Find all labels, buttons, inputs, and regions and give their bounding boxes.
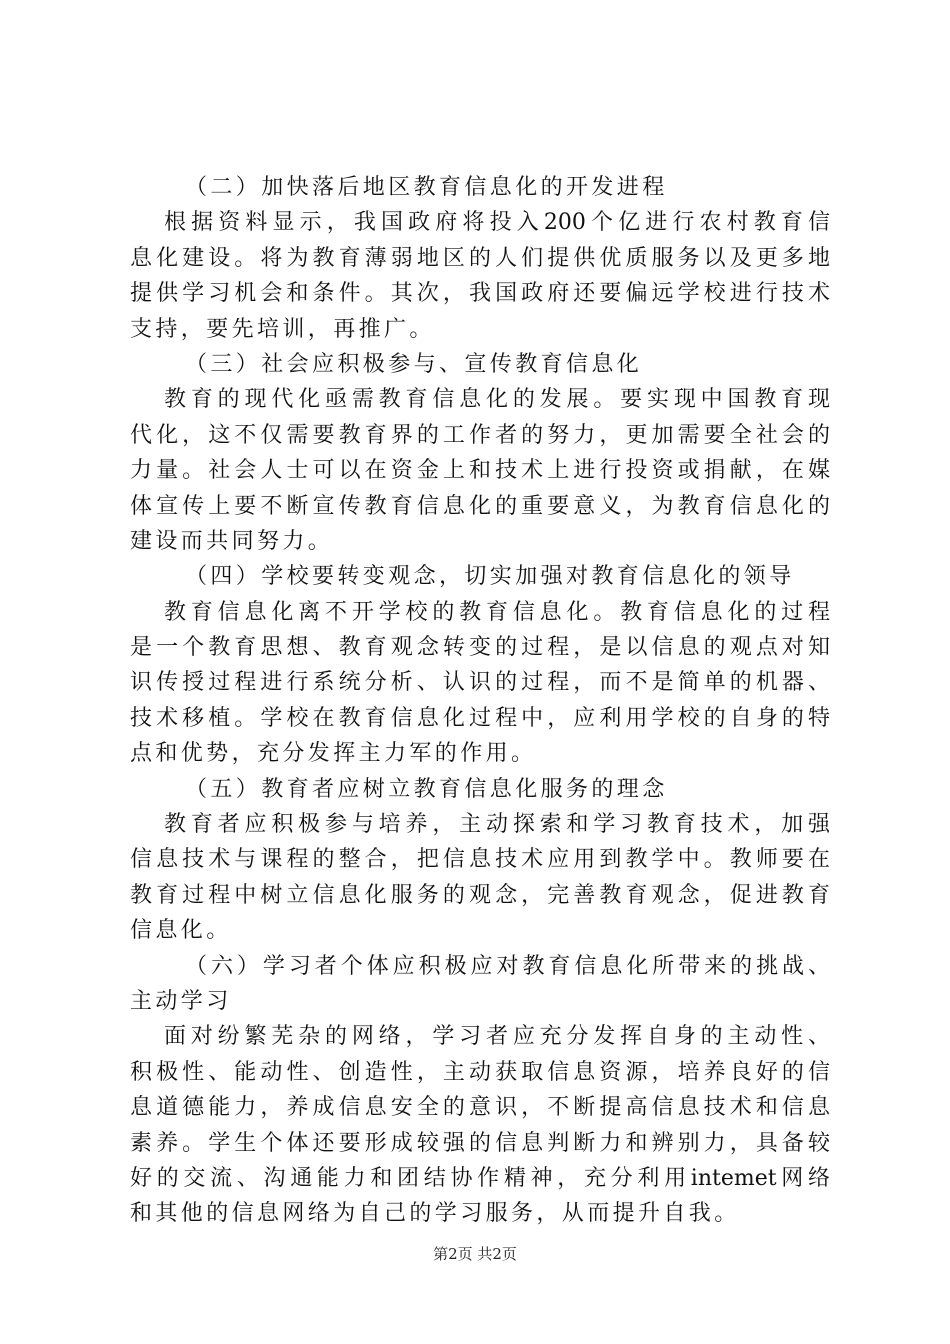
document-body <box>130 170 830 1232</box>
paragraph-line: 体宣传上要不断宣传教育信息化的重要意义，为教育信息化的 <box>130 493 830 519</box>
paragraph-line: 主动学习 <box>130 988 232 1014</box>
paragraph-line: 力量。社会人士可以在资金上和技术上进行投资或捐献，在媒 <box>130 458 830 484</box>
paragraph-line: 建设而共同努力。 <box>130 528 334 554</box>
paragraph-line: 支持，要先培训，再推广。 <box>130 316 435 342</box>
paragraph-line: 和其他的信息网络为自己的学习服务，从而提升自我。 <box>130 1201 740 1227</box>
section-heading-line: （六）学习者个体应积极应对教育信息化所带来的挑战、 <box>185 953 830 979</box>
paragraph-line: 是一个教育思想、教育观念转变的过程，是以信息的观点对知 <box>130 635 830 661</box>
paragraph-line: 息道德能力，养成信息安全的意识，不断提高信息技术和信息 <box>130 1095 830 1121</box>
paragraph-line: 点和优势，充分发挥主力军的作用。 <box>130 741 537 767</box>
section-heading-line: （五）教育者应树立教育信息化服务的理念 <box>185 776 668 802</box>
paragraph-line: 提供学习机会和条件。其次，我国政府还要偏远学校进行技术 <box>130 281 830 307</box>
page-footer: 第2页 共2页 <box>433 1245 517 1263</box>
paragraph-line: 好的交流、沟通能力和团结协作精神，充分利用intemet网络 <box>130 1165 830 1191</box>
section-heading-line: （四）学校要转变观念，切实加强对教育信息化的领导 <box>185 564 795 590</box>
paragraph-line: 信息化。 <box>130 918 232 944</box>
paragraph-line: 识传授过程进行系统分析、认识的过程，而不是简单的机器、 <box>130 670 830 696</box>
paragraph-line: 技术移植。学校在教育信息化过程中，应利用学校的自身的特 <box>130 705 830 731</box>
paragraph-line: 信息技术与课程的整合，把信息技术应用到教学中。教师要在 <box>130 847 830 873</box>
paragraph-line: 代化，这不仅需要教育界的工作者的努力，更加需要全社会的 <box>130 422 830 448</box>
paragraph-line: 根据资料显示，我国政府将投入200个亿进行农村教育信 <box>164 210 830 236</box>
paragraph-line: 教育的现代化亟需教育信息化的发展。要实现中国教育现 <box>164 387 830 413</box>
section-heading-line: （三）社会应积极参与、宣传教育信息化 <box>185 351 643 377</box>
section-heading-line: （二）加快落后地区教育信息化的开发进程 <box>185 175 668 200</box>
paragraph-line: 积极性、能动性、创造性，主动获取信息资源，培养良好的信 <box>130 1059 830 1085</box>
paragraph-line: 面对纷繁芜杂的网络，学习者应充分发挥自身的主动性、 <box>164 1024 830 1050</box>
paragraph-line: 息化建设。将为教育薄弱地区的人们提供优质服务以及更多地 <box>130 245 830 271</box>
paragraph-line: 教育信息化离不开学校的教育信息化。教育信息化的过程 <box>164 599 830 625</box>
paragraph-line: 教育者应积极参与培养，主动探索和学习教育技术，加强 <box>164 812 830 838</box>
paragraph-line: 素养。学生个体还要形成较强的信息判断力和辨别力，具备较 <box>130 1130 830 1156</box>
paragraph-line: 教育过程中树立信息化服务的观念，完善教育观念，促进教育 <box>130 882 830 908</box>
